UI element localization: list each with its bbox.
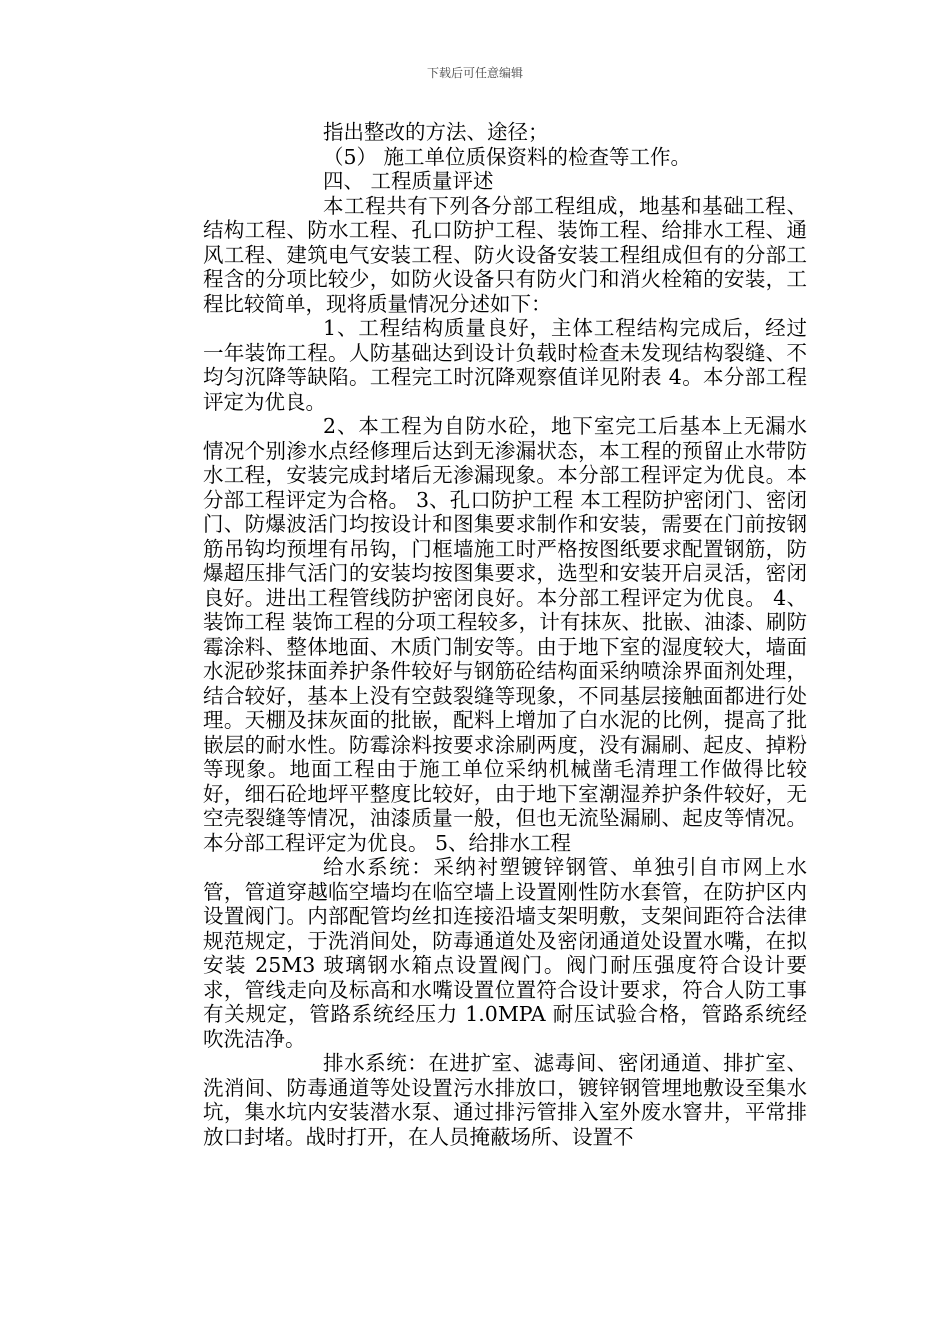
paragraph: 给水系统：采纳衬塑镀锌钢管、单独引自市网上水管，管道穿越临空墙均在临空墙上设置刚性防水套管，在防护区内设置阀门。内部配管均丝扣连接沿墙支架明敷，支架间距符合法律规范规定，于洗消间处，防毒通道处及密闭通道处设置水嘴，在拟安装 25M3 玻璃钢水箱点设置阀门。阀门耐压强度符合设计要求，管线走向及标高和水嘴设置位置符合设计要求，符合人防工事有关规定，管路系统经压力 1.0MPA 耐压试验合格，管路系统经吹洗洁净。	[203, 855, 807, 1051]
paragraph: 指出整改的方法、途径；	[323, 120, 549, 144]
document-body	[203, 120, 807, 1149]
paragraph: （5） 施工单位质保资料的检查等工作。	[323, 144, 692, 169]
page-header: 下载后可任意编辑	[426, 66, 523, 80]
paragraph: 排水系统：在进扩室、滤毒间、密闭通道、排扩室、洗消间、防毒通道等处设置污水排放口，镀锌钢管埋地敷设至集水坑，集水坑内安装潜水泵、通过排污管排入室外废水窨井，平常排放口封堵。战时打开，在人员掩蔽场所、设置不	[203, 1051, 807, 1149]
paragraph: 1、工程结构质量良好，主体工程结构完成后，经过一年装饰工程。人防基础达到设计负载时检查未发现结构裂缝、不均匀沉降等缺陷。工程完工时沉降观察值详见附表 4。本分部工程评定为优良。	[203, 316, 807, 414]
section-heading: 四、 工程质量评述	[323, 169, 494, 193]
paragraph: 2、本工程为自防水砼，地下室完工后基本上无漏水情况个别渗水点经修理后达到无渗漏状态，本工程的预留止水带防水工程，安装完成封堵后无渗漏现象。本分部工程评定为优良。本分部工程评定为合格。 3、孔口防护工程 本工程防护密闭门、密闭门、防爆波活门均按设计和图集要求制作和安装，需要在门前按钢筋吊钩均预埋有吊钩，门框墙施工时严格按图纸要求配置钢筋，防爆超压排气活门的安装均按图集要求，选型和安装开启灵活，密闭良好。进出工程管线防护密闭良好。本分部工程评定为优良。 4、装饰工程 装饰工程的分项工程较多，计有抹灰、批嵌、油漆、刷防霉涂料、整体地面、木质门制安等。由于地下室的湿度较大，墙面水泥砂浆抹面养护条件较好与钢筋砼结构面采纳喷涂界面剂处理，结合较好，基本上没有空鼓裂缝等现象，不同基层接触面都进行处理。天棚及抹灰面的批嵌，配料上增加了白水泥的比例，提高了批嵌层的耐水性。防霉涂料按要求涂刷两度，没有漏刷、起皮、掉粉等现象。地面工程由于施工单位采纳机械凿毛清理工作做得比较好，细石砼地坪平整度比较好，由于地下室潮湿养护条件较好，无空壳裂缝等情况，油漆质量一般，但也无流坠漏刷、起皮等情况。本分部工程评定为优良。 5、给排水工程	[203, 414, 807, 855]
paragraph: 本工程共有下列各分部工程组成，地基和基础工程、结构工程、防水工程、孔口防护工程、装饰工程、给排水工程、通风工程、建筑电气安装工程、防火设备安装工程组成但有的分部工程含的分项比较少，如防火设备只有防火门和消火栓箱的安装，工程比较简单，现将质量情况分述如下：	[203, 193, 807, 316]
